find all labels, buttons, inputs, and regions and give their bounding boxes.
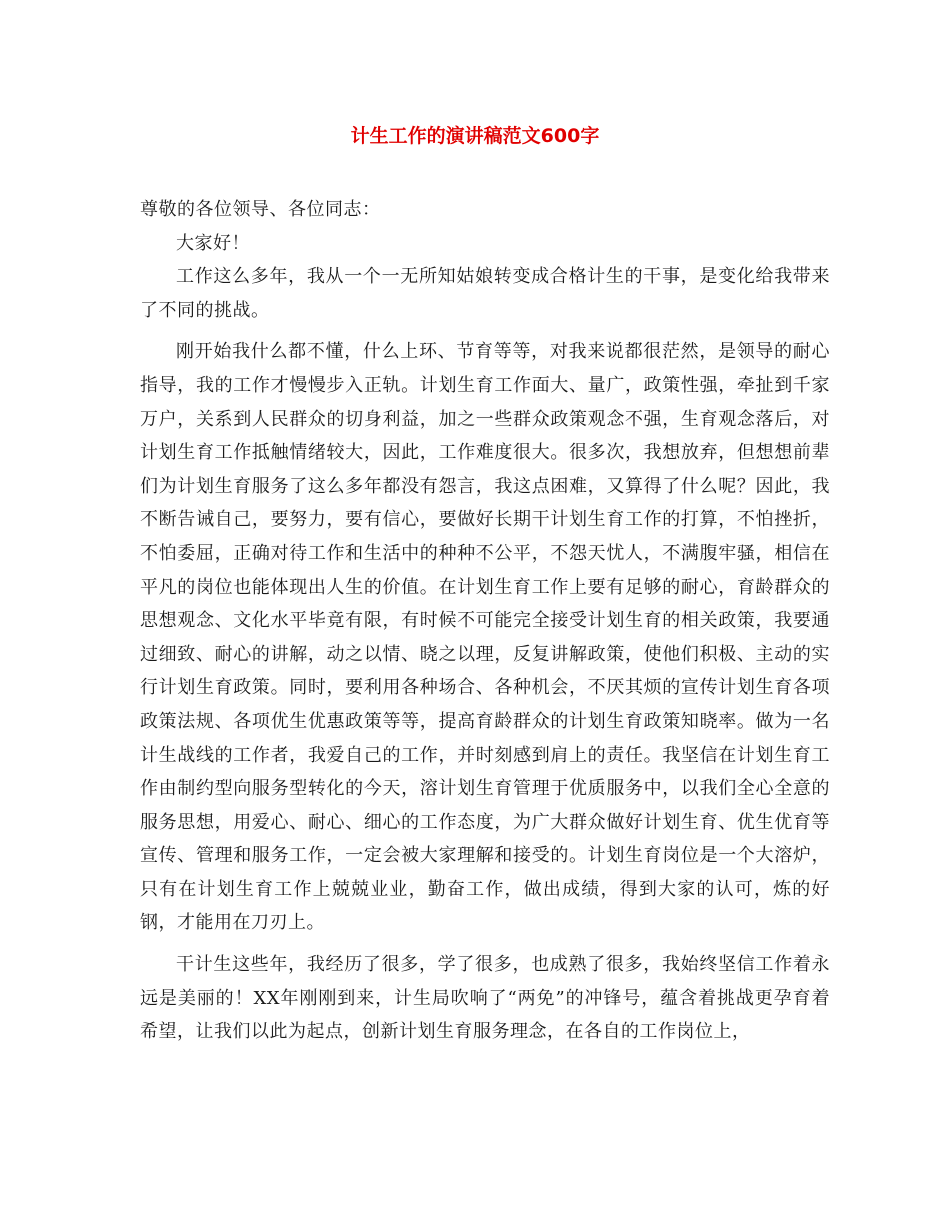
greeting: 大家好！ bbox=[176, 232, 250, 254]
paragraph-1: 工作这么多年，我从一个一无所知姑娘转变成合格计生的干事，是变化给我带来了不同的挑战。 bbox=[140, 266, 830, 321]
document-body bbox=[140, 193, 830, 1049]
paragraph-2: 刚开始我什么都不懂，什么上环、节育等等，对我来说都很茫然，是领导的耐心指导，我的工作才慢慢步入正轨。计划生育工作面大、量广，政策性强，牵扯到千家万户，关系到人民群众的切身利益，加之一些群众政策观念不强，生育观念落后，对计划生育工作抵触情绪较大，因此，工作难度很大。很多次，我想放弃，但想想前辈们为计划生育服务了这么多年都没有怨言，我这点困难，又算得了什么呢？因此，我不断告诫自己，要努力，要有信心，要做好长期干计划生育工作的打算，不怕挫折，不怕委屈，正确对待工作和生活中的种种不公平，不怨天忧人，不满腹牢骚，相信在平凡的岗位也能体现出人生的价值。在计划生育工作上要有足够的耐心，育龄群众的思想观念、文化水平毕竟有限，有时候不可能完全接受计划生育的相关政策，我要通过细致、耐心的讲解，动之以情、晓之以理，反复讲解政策，使他们积极、主动的实行计划生育政策。同时，要利用各种场合、各种机会，不厌其烦的宣传计划生育各项政策法规、各项优生优惠政策等等，提高育龄群众的计划生育政策知晓率。做为一名计生战线的工作者，我爱自己的工作，并时刻感到肩上的责任。我坚信在计划生育工作由制约型向服务型转化的今天，溶计划生育管理于优质服务中，以我们全心全意的服务思想，用爱心、耐心、细心的工作态度，为广大群众做好计划生育、优生优育等宣传、管理和服务工作，一定会被大家理解和接受的。计划生育岗位是一个大溶炉，只有在计划生育工作上兢兢业业，勤奋工作，做出成绩，得到大家的认可，炼的好钢，才能用在刀刃上。 bbox=[140, 341, 830, 934]
document-title: 计生工作的演讲稿范文600字 bbox=[350, 125, 600, 147]
paragraph-3: 干计生这些年，我经历了很多，学了很多，也成熟了很多，我始终坚信工作着永远是美丽的！XX年刚刚到来，计生局吹响了“两免”的冲锋号，蕴含着挑战更孕育着希望，让我们以此为起点，创新计划生育服务理念，在各自的工作岗位上， bbox=[140, 954, 830, 1043]
salutation: 尊敬的各位领导、各位同志： bbox=[140, 199, 381, 220]
